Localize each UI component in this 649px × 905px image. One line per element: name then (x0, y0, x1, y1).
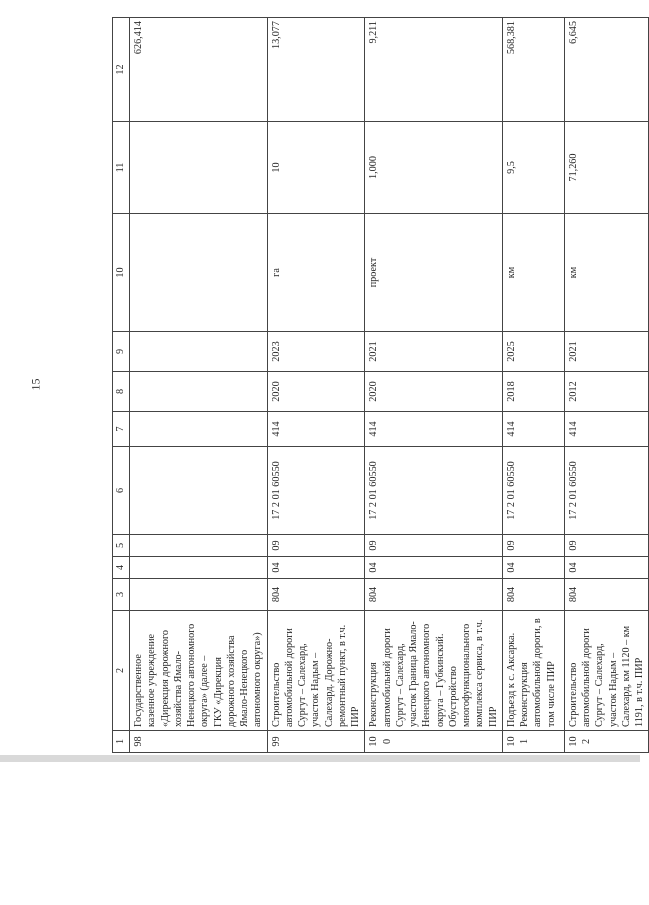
cell-expense-type: 414 (365, 412, 503, 447)
table-row (564, 18, 649, 753)
row-name: Реконструкция автомобильной дороги Сургут – Салехард, участок Граница Ямало-Ненецкого автономного округа – Губкинский. Обустройство многофункционального комплекса сервиса, в т.ч. ПИР (365, 611, 503, 731)
cell-section: 04 (365, 557, 503, 579)
cell-start-year: 2018 (502, 372, 564, 412)
column-header: 1 (113, 731, 130, 753)
cell-section: 04 (564, 557, 649, 579)
cell-section: 04 (267, 557, 365, 579)
cell-start-year: 2020 (365, 372, 503, 412)
column-header: 12 (113, 18, 130, 122)
cell-amount: 6,645 (564, 18, 649, 122)
row-number: 98 (130, 731, 268, 753)
cell-start-year: 2020 (267, 372, 365, 412)
cell-amount: 626,414 (130, 18, 268, 122)
row-name: Строительство автомобильной дороги Сургут – Салехард, участок Надым – Салехард. Дорожно-ремонтный пункт, в т.ч. ПИР (267, 611, 365, 731)
cell-code: 804 (502, 579, 564, 611)
cell-end-year: 2025 (502, 332, 564, 372)
cell-capacity: 9,5 (502, 122, 564, 214)
cell-code: 804 (564, 579, 649, 611)
cell-unit: проект (365, 214, 503, 332)
budget-table (112, 17, 649, 753)
cell-amount: 13,077 (267, 18, 365, 122)
row-name: Строительство автомобильной дороги Сургут – Салехард, участок Надым – Салехард, км 1120 – км 1191, в т.ч. ПИР (564, 611, 649, 731)
cell-unit: км (564, 214, 649, 332)
cell-start-year (130, 372, 268, 412)
cell-capacity: 10 (267, 122, 365, 214)
row-number: 102 (564, 731, 649, 753)
cell-section (130, 557, 268, 579)
cell-capacity: 71,260 (564, 122, 649, 214)
table-row (502, 18, 564, 753)
column-header: 4 (113, 557, 130, 579)
cell-unit: км (502, 214, 564, 332)
column-header: 2 (113, 611, 130, 731)
column-header: 6 (113, 447, 130, 535)
row-number: 101 (502, 731, 564, 753)
cell-expense-type: 414 (267, 412, 365, 447)
cell-expense-type (130, 412, 268, 447)
column-header: 9 (113, 332, 130, 372)
cell-end-year: 2021 (564, 332, 649, 372)
cell-expense-type: 414 (564, 412, 649, 447)
column-header: 11 (113, 122, 130, 214)
cell-amount: 568,381 (502, 18, 564, 122)
cell-unit: га (267, 214, 365, 332)
row-number: 99 (267, 731, 365, 753)
column-header: 5 (113, 535, 130, 557)
row-name: Государственное казенное учреждение «Дирекция дорожного хозяйства Ямало-Ненецкого автономного округа» (далее – ГКУ «Дирекция дорожного хозяйства Ямало-Ненецкого автономного округа») (130, 611, 268, 731)
cell-amount: 9,211 (365, 18, 503, 122)
cell-code: 804 (365, 579, 503, 611)
cell-subsection (130, 535, 268, 557)
column-header: 10 (113, 214, 130, 332)
cell-unit (130, 214, 268, 332)
page-number: 15 (28, 378, 43, 391)
cell-target: 17 2 01 60550 (564, 447, 649, 535)
table-header-row (113, 18, 130, 753)
cell-subsection: 09 (502, 535, 564, 557)
column-header: 3 (113, 579, 130, 611)
table-row (130, 18, 268, 753)
cell-code (130, 579, 268, 611)
cell-section: 04 (502, 557, 564, 579)
rotated-table-container (112, 18, 645, 753)
cell-code: 804 (267, 579, 365, 611)
cell-end-year: 2021 (365, 332, 503, 372)
cell-target: 17 2 01 60550 (502, 447, 564, 535)
table-row (267, 18, 365, 753)
cell-target (130, 447, 268, 535)
cell-target: 17 2 01 60550 (365, 447, 503, 535)
cell-subsection: 09 (564, 535, 649, 557)
cell-start-year: 2012 (564, 372, 649, 412)
cell-target: 17 2 01 60550 (267, 447, 365, 535)
row-name: Подъезд к с. Аксарка. Реконструкция автомобильной дороги, в том числе ПИР (502, 611, 564, 731)
cell-capacity: 1,000 (365, 122, 503, 214)
column-header: 7 (113, 412, 130, 447)
row-number: 100 (365, 731, 503, 753)
cell-subsection: 09 (365, 535, 503, 557)
cell-subsection: 09 (267, 535, 365, 557)
cell-expense-type: 414 (502, 412, 564, 447)
table-row (365, 18, 503, 753)
cell-capacity (130, 122, 268, 214)
column-header: 8 (113, 372, 130, 412)
cell-end-year: 2023 (267, 332, 365, 372)
cell-end-year (130, 332, 268, 372)
